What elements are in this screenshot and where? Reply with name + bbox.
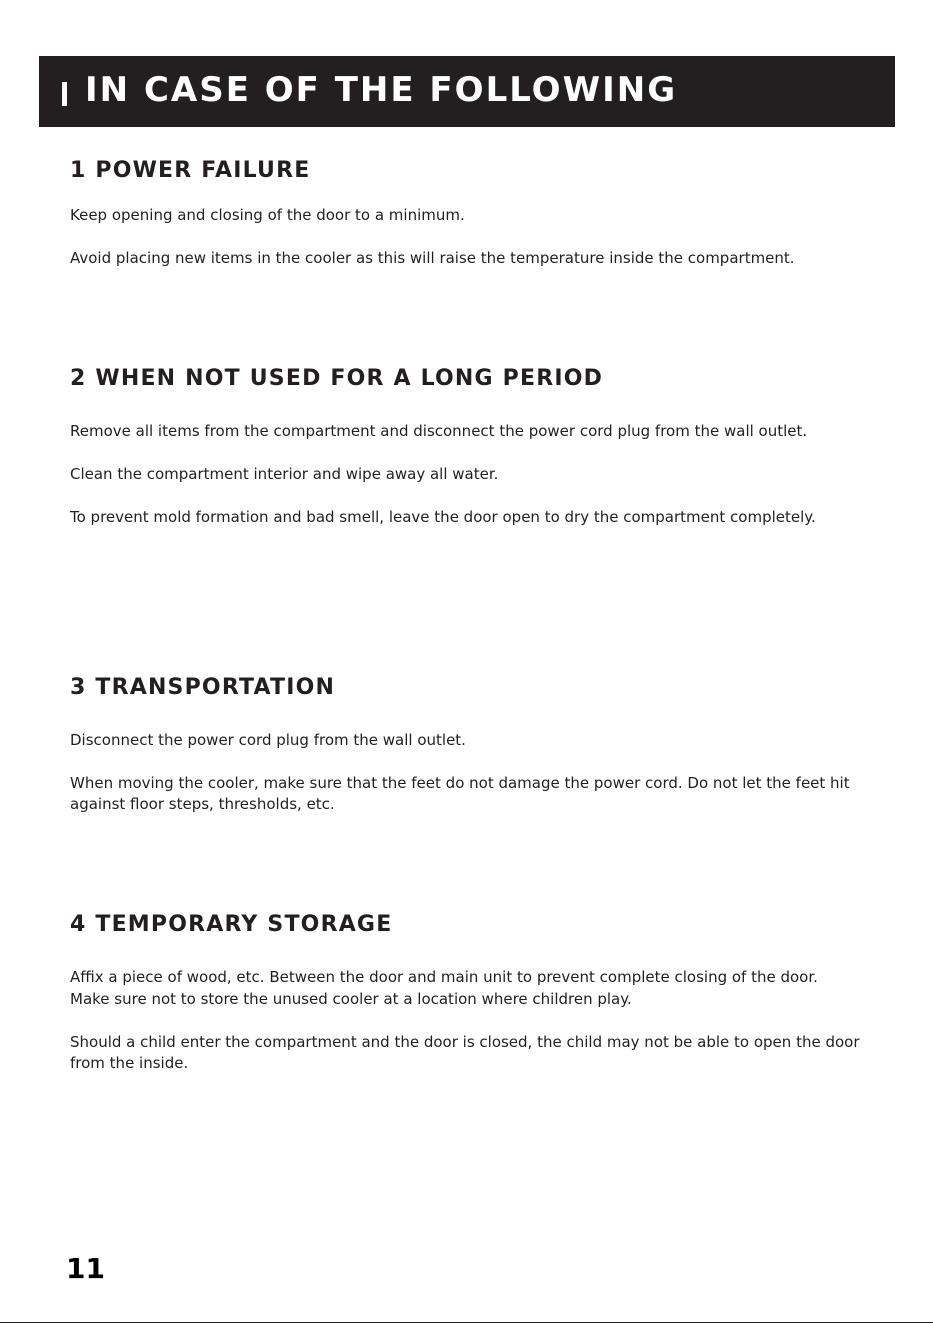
section-long-period xyxy=(70,364,830,528)
paragraph: Should a child enter the compartment and the door is closed, the child may not be able to open the door from the inside. xyxy=(70,1033,860,1072)
section-transportation xyxy=(70,673,870,815)
paragraph: Affix a piece of wood, etc. Between the door and main unit to prevent complete closing of the door. xyxy=(70,968,818,986)
paragraph: Disconnect the power cord plug from the wall outlet. xyxy=(70,731,466,749)
section-title-banner xyxy=(39,56,895,127)
paragraph: Keep opening and closing of the door to a minimum. xyxy=(70,206,465,224)
paragraph: Remove all items from the compartment and disconnect the power cord plug from the wall outlet. xyxy=(70,422,808,440)
section-heading: 4 TEMPORARY STORAGE xyxy=(70,912,393,937)
paragraph: To prevent mold formation and bad smell, leave the door open to dry the compartment completely. xyxy=(70,508,816,526)
paragraph: Make sure not to store the unused cooler at a location where children play. xyxy=(70,990,632,1008)
page-bottom-divider xyxy=(0,1322,933,1323)
section-temporary-storage xyxy=(70,910,860,1074)
title-marker-bar xyxy=(62,82,67,106)
paragraph: Avoid placing new items in the cooler as this will raise the temperature inside the compartment. xyxy=(70,249,795,267)
section-heading: 1 POWER FAILURE xyxy=(70,158,311,183)
paragraph: When moving the cooler, make sure that the feet do not damage the power cord. Do not let the feet hit against floor steps, thresholds, etc. xyxy=(70,774,850,813)
section-heading: 2 WHEN NOT USED FOR A LONG PERIOD xyxy=(70,366,604,391)
section-power-failure xyxy=(70,156,870,269)
section-heading: 3 TRANSPORTATION xyxy=(70,675,336,700)
page-title: IN CASE OF THE FOLLOWING xyxy=(85,70,678,110)
page-number: 11 xyxy=(66,1252,105,1285)
paragraph: Clean the compartment interior and wipe away all water. xyxy=(70,465,499,483)
